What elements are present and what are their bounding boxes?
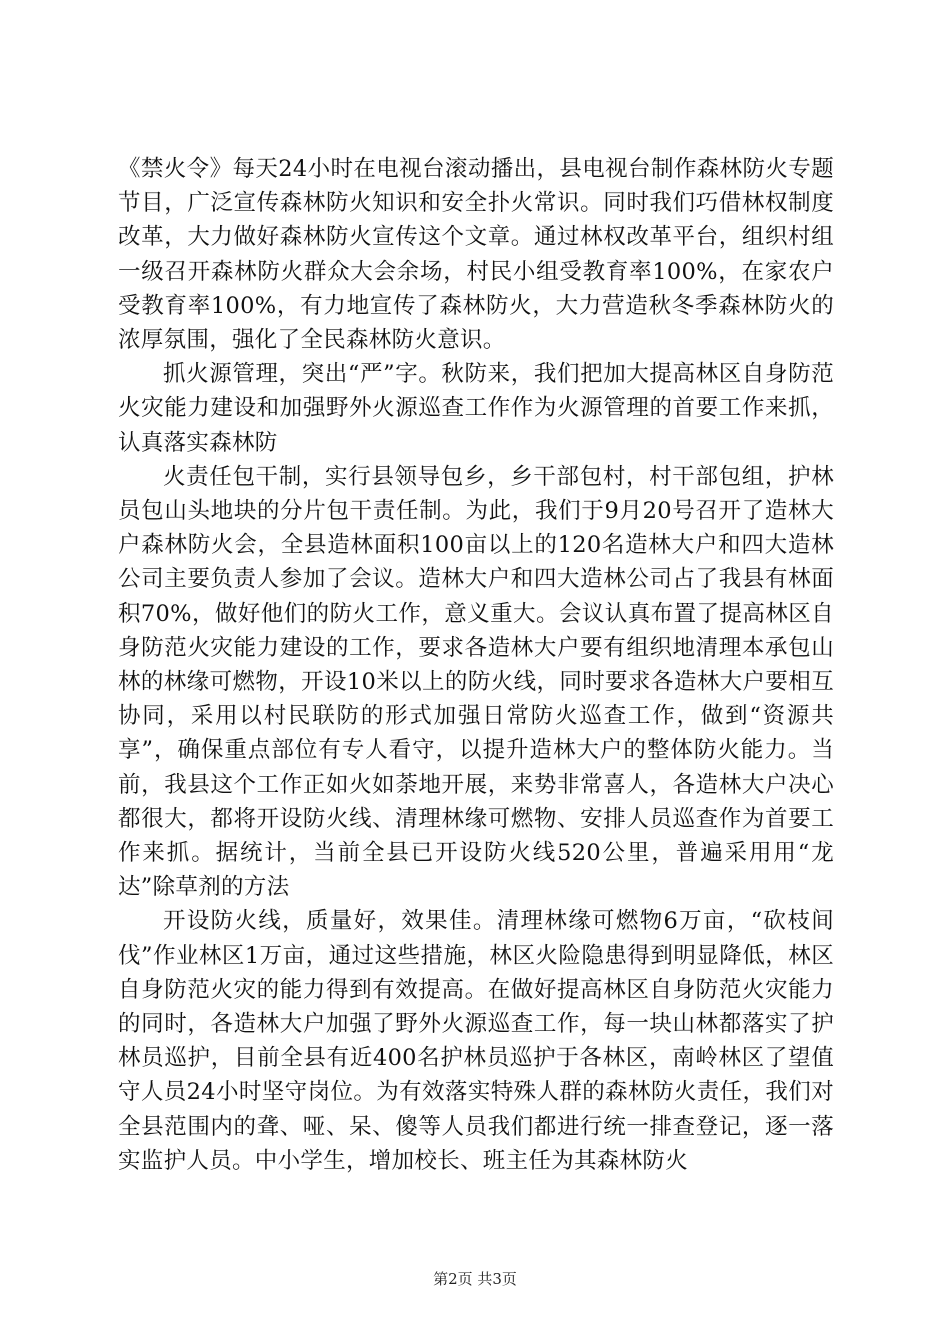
page-footer: 第2页 共3页 [433, 1270, 517, 1288]
document-body [118, 152, 834, 1178]
paragraph: 抓火源管理，突出“严”字。秋防来，我们把加大提高林区自身防范火灾能力建设和加强野外火源巡查工作作为火源管理的首要工作来抓，认真落实森林防 [118, 361, 834, 456]
paragraph: 火责任包干制，实行县领导包乡，乡干部包村，村干部包组，护林员包山头地块的分片包干责任制。为此，我们于9月20号召开了造林大户森林防火会，全县造林面积100亩以上的120名造林大户和四大造林公司主要负责人参加了会议。造林大户和四大造林公司占了我县有林面积70%，做好他们的防火工作，意义重大。会议认真布置了提高林区自身防范火灾能力建设的工作，要求各造林大户要有组织地清理本承包山林的林缘可燃物，开设10米以上的防火线，同时要求各造林大户要相互协同，采用以村民联防的形式加强日常防火巡查工作，做到“资源共享”，确保重点部位有专人看守，以提升造林大户的整体防火能力。当前，我县这个工作正如火如荼地开展，来势非常喜人，各造林大户决心都很大，都将开设防火线、清理林缘可燃物、安排人员巡查作为首要工作来抓。据统计，当前全县已开设防火线520公里，普遍采用用“龙达”除草剂的方法 [118, 463, 834, 901]
paragraph: 开设防火线，质量好，效果佳。清理林缘可燃物6万亩，“砍枝间伐”作业林区1万亩，通过这些措施，林区火险隐患得到明显降低，林区自身防范火灾的能力得到有效提高。在做好提高林区自身防范火灾能力的同时，各造林大户加强了野外火源巡查工作，每一块山林都落实了护林员巡护，目前全县有近400名护林员巡护于各林区，南岭林区了望值守人员24小时坚守岗位。为有效落实特殊人群的森林防火责任，我们对全县范围内的聋、哑、呆、傻等人员我们都进行统一排查登记，逐一落实监护人员。中小学生，增加校长、班主任为其森林防火 [118, 908, 834, 1174]
paragraph: 《禁火令》每天24小时在电视台滚动播出，县电视台制作森林防火专题节目，广泛宣传森林防火知识和安全扑火常识。同时我们巧借林权制度改革，大力做好森林防火宣传这个文章。通过林权改革平台，组织村组一级召开森林防火群众大会余场，村民小组受教育率100%，在家农户受教育率100%，有力地宣传了森林防火，大力营造秋冬季森林防火的浓厚氛围，强化了全民森林防火意识。 [118, 156, 834, 354]
